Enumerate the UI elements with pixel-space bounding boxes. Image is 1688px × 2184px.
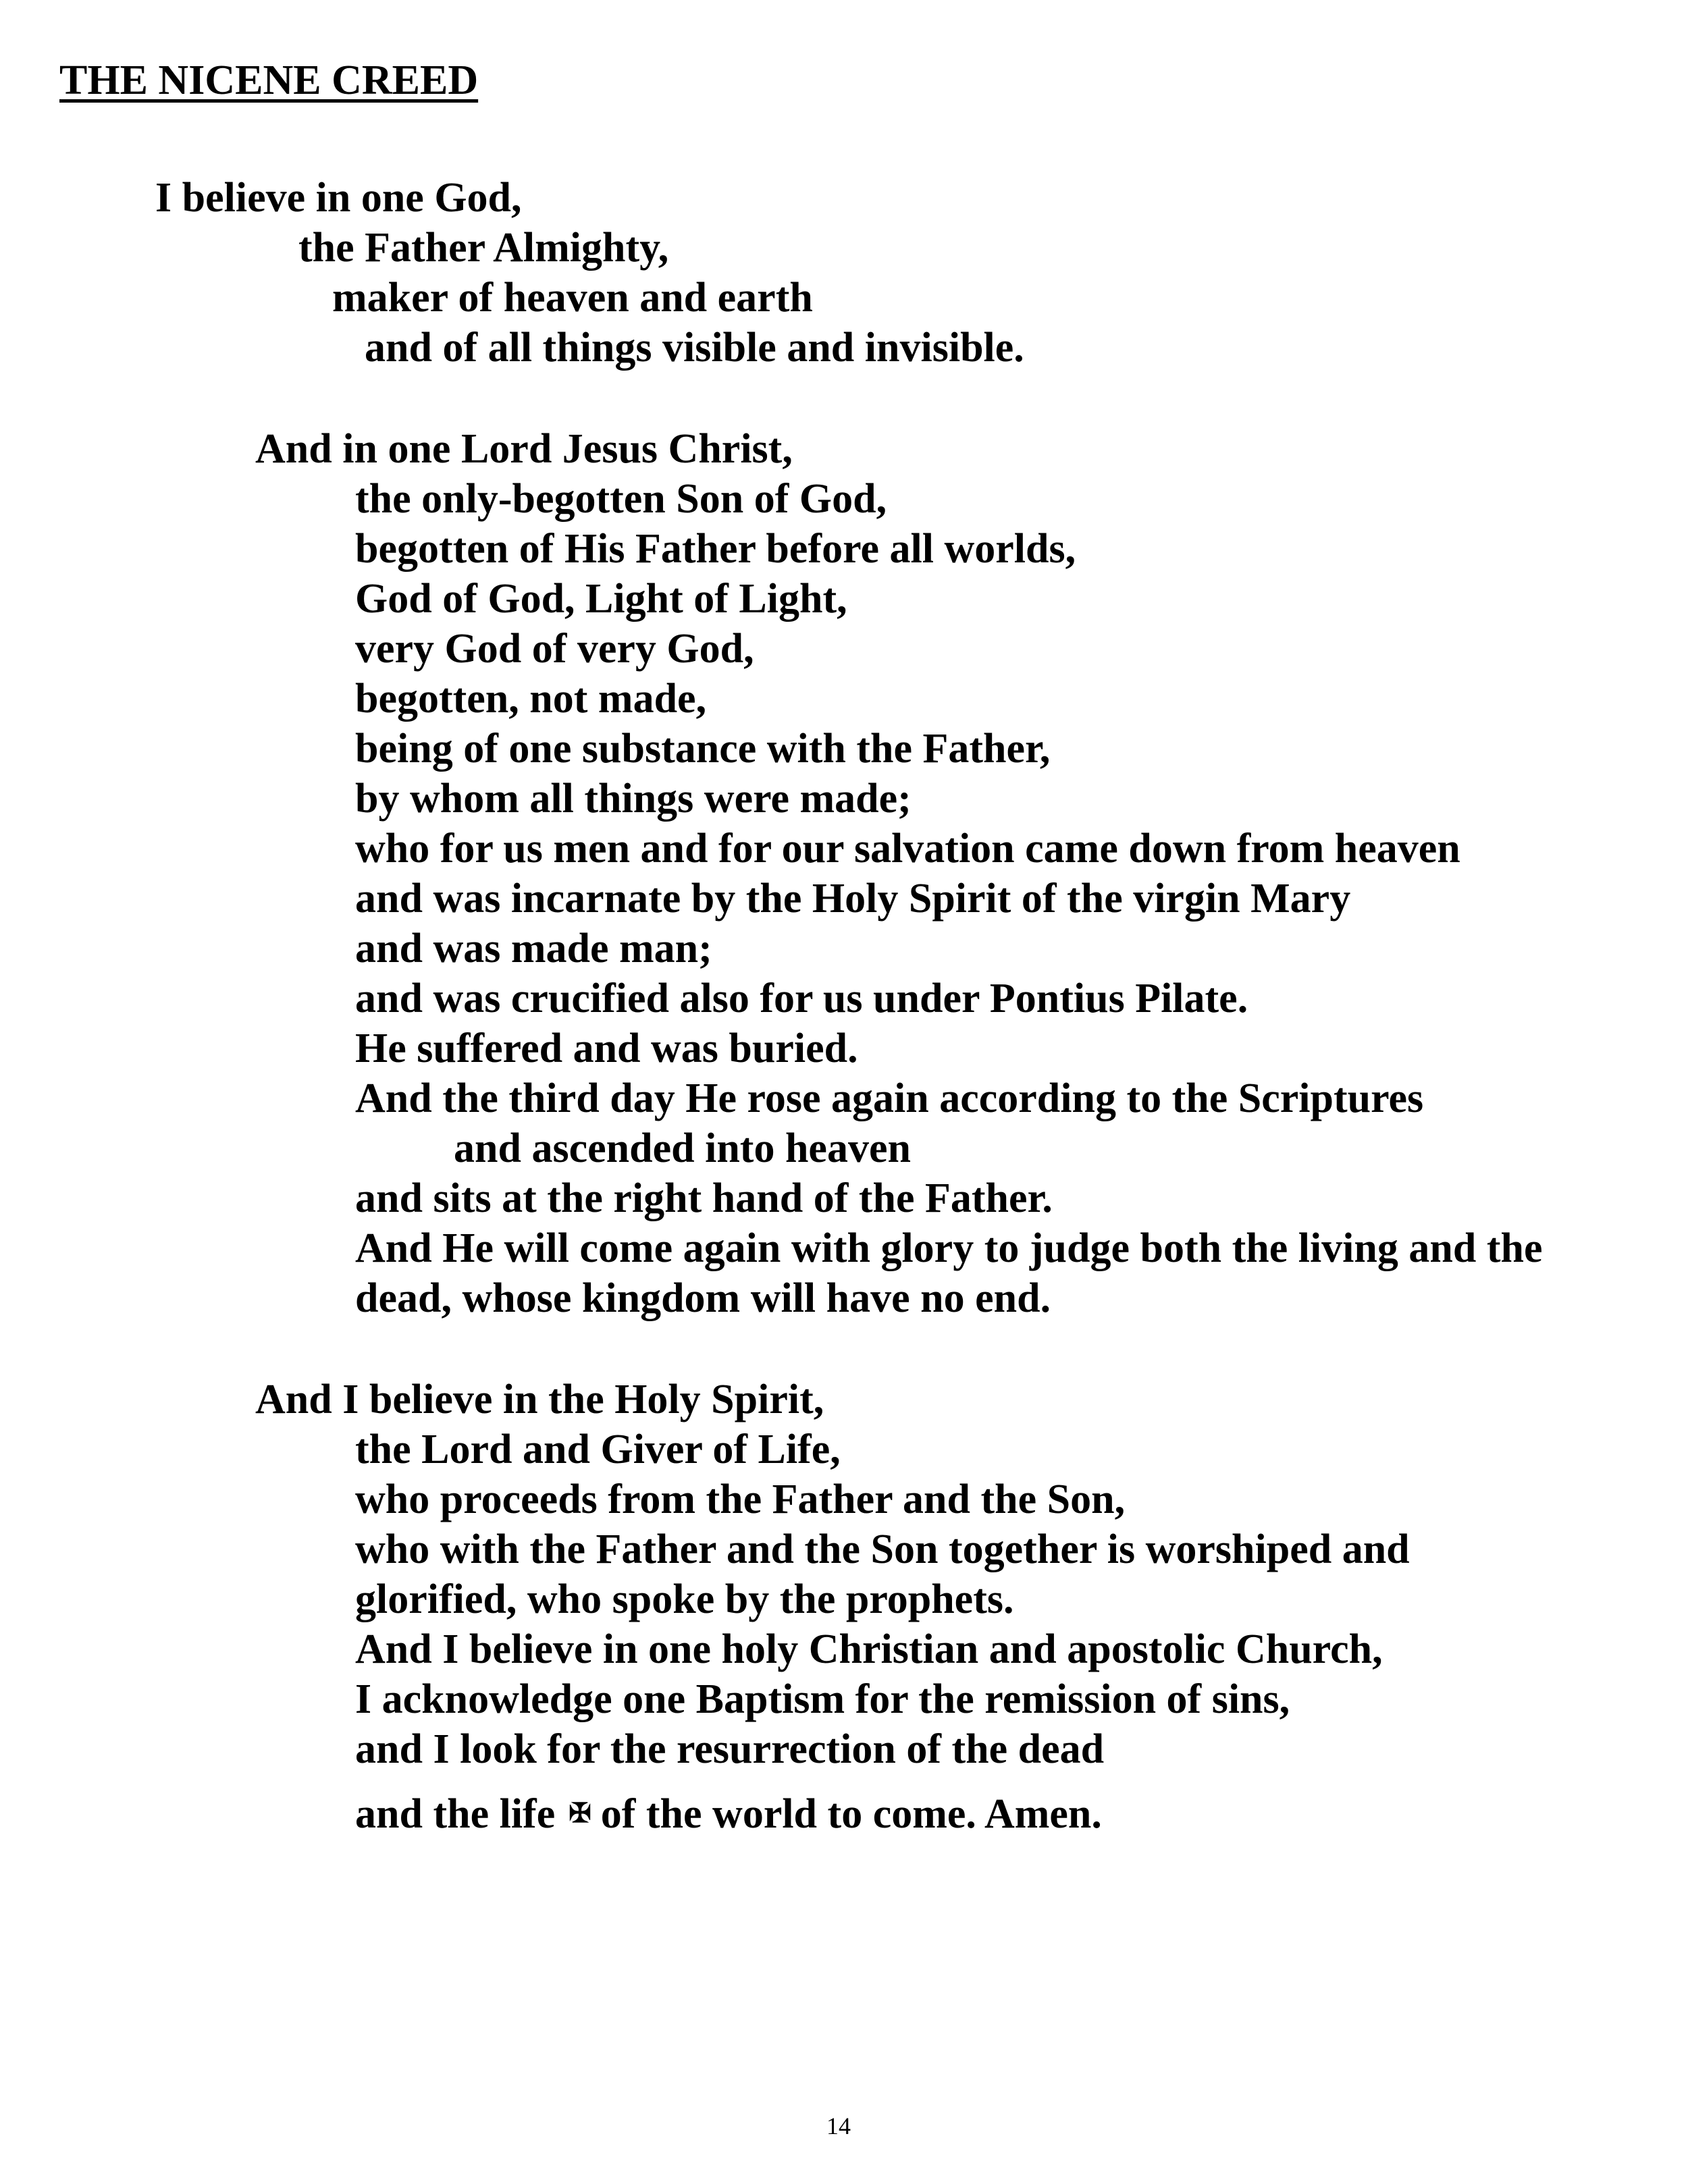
creed-line: dead, whose kingdom will have no end. xyxy=(355,1275,1051,1321)
creed-line: And I believe in one holy Christian and apostolic Church, xyxy=(355,1626,1383,1672)
creed-line: who for us men and for our salvation came down from heaven xyxy=(355,826,1460,872)
creed-line: maker of heaven and earth xyxy=(332,275,813,321)
creed-line: He suffered and was buried. xyxy=(355,1026,858,1071)
creed-line: glorified, who spoke by the prophets. xyxy=(355,1576,1014,1622)
creed-line: begotten of His Father before all worlds, xyxy=(355,526,1076,572)
creed-line: and sits at the right hand of the Father. xyxy=(355,1175,1053,1221)
creed-final-line xyxy=(355,1793,1102,1835)
creed-line: and was incarnate by the Holy Spirit of the virgin Mary xyxy=(355,876,1351,922)
final-line-start: and the life xyxy=(355,1791,556,1837)
creed-line: I believe in one God, xyxy=(155,175,522,221)
creed-line: who proceeds from the Father and the Son, xyxy=(355,1476,1126,1522)
creed-line: who with the Father and the Son together is worshiped and xyxy=(355,1526,1410,1572)
creed-line: very God of very God, xyxy=(355,626,754,672)
creed-line: and of all things visible and invisible. xyxy=(365,325,1024,371)
creed-line: begotten, not made, xyxy=(355,676,707,722)
final-line-end: of the world to come. Amen. xyxy=(600,1791,1102,1837)
creed-line: by whom all things were made; xyxy=(355,776,912,822)
page-title: THE NICENE CREED xyxy=(59,57,479,103)
creed-line: And He will come again with glory to judge both the living and the xyxy=(355,1225,1543,1271)
creed-line: the only-begotten Son of God, xyxy=(355,476,887,522)
creed-line: and I look for the resurrection of the dead xyxy=(355,1726,1105,1772)
creed-line: And the third day He rose again according to the Scriptures xyxy=(355,1075,1424,1121)
creed-line: and was crucified also for us under Pontius Pilate. xyxy=(355,976,1248,1021)
creed-line: and was made man; xyxy=(355,926,712,971)
creed-line: And I believe in the Holy Spirit, xyxy=(255,1377,824,1422)
creed-line: the Lord and Giver of Life, xyxy=(355,1427,841,1472)
creed-line: And in one Lord Jesus Christ, xyxy=(255,426,793,472)
maltese-cross-icon: ✠ xyxy=(569,1798,591,1828)
creed-line: being of one substance with the Father, xyxy=(355,726,1051,772)
creed-line: I acknowledge one Baptism for the remission of sins, xyxy=(355,1676,1290,1722)
creed-line: and ascended into heaven xyxy=(454,1125,911,1171)
creed-line: the Father Almighty, xyxy=(298,225,669,271)
creed-line: God of God, Light of Light, xyxy=(355,576,847,622)
page-number: 14 xyxy=(826,2112,851,2139)
